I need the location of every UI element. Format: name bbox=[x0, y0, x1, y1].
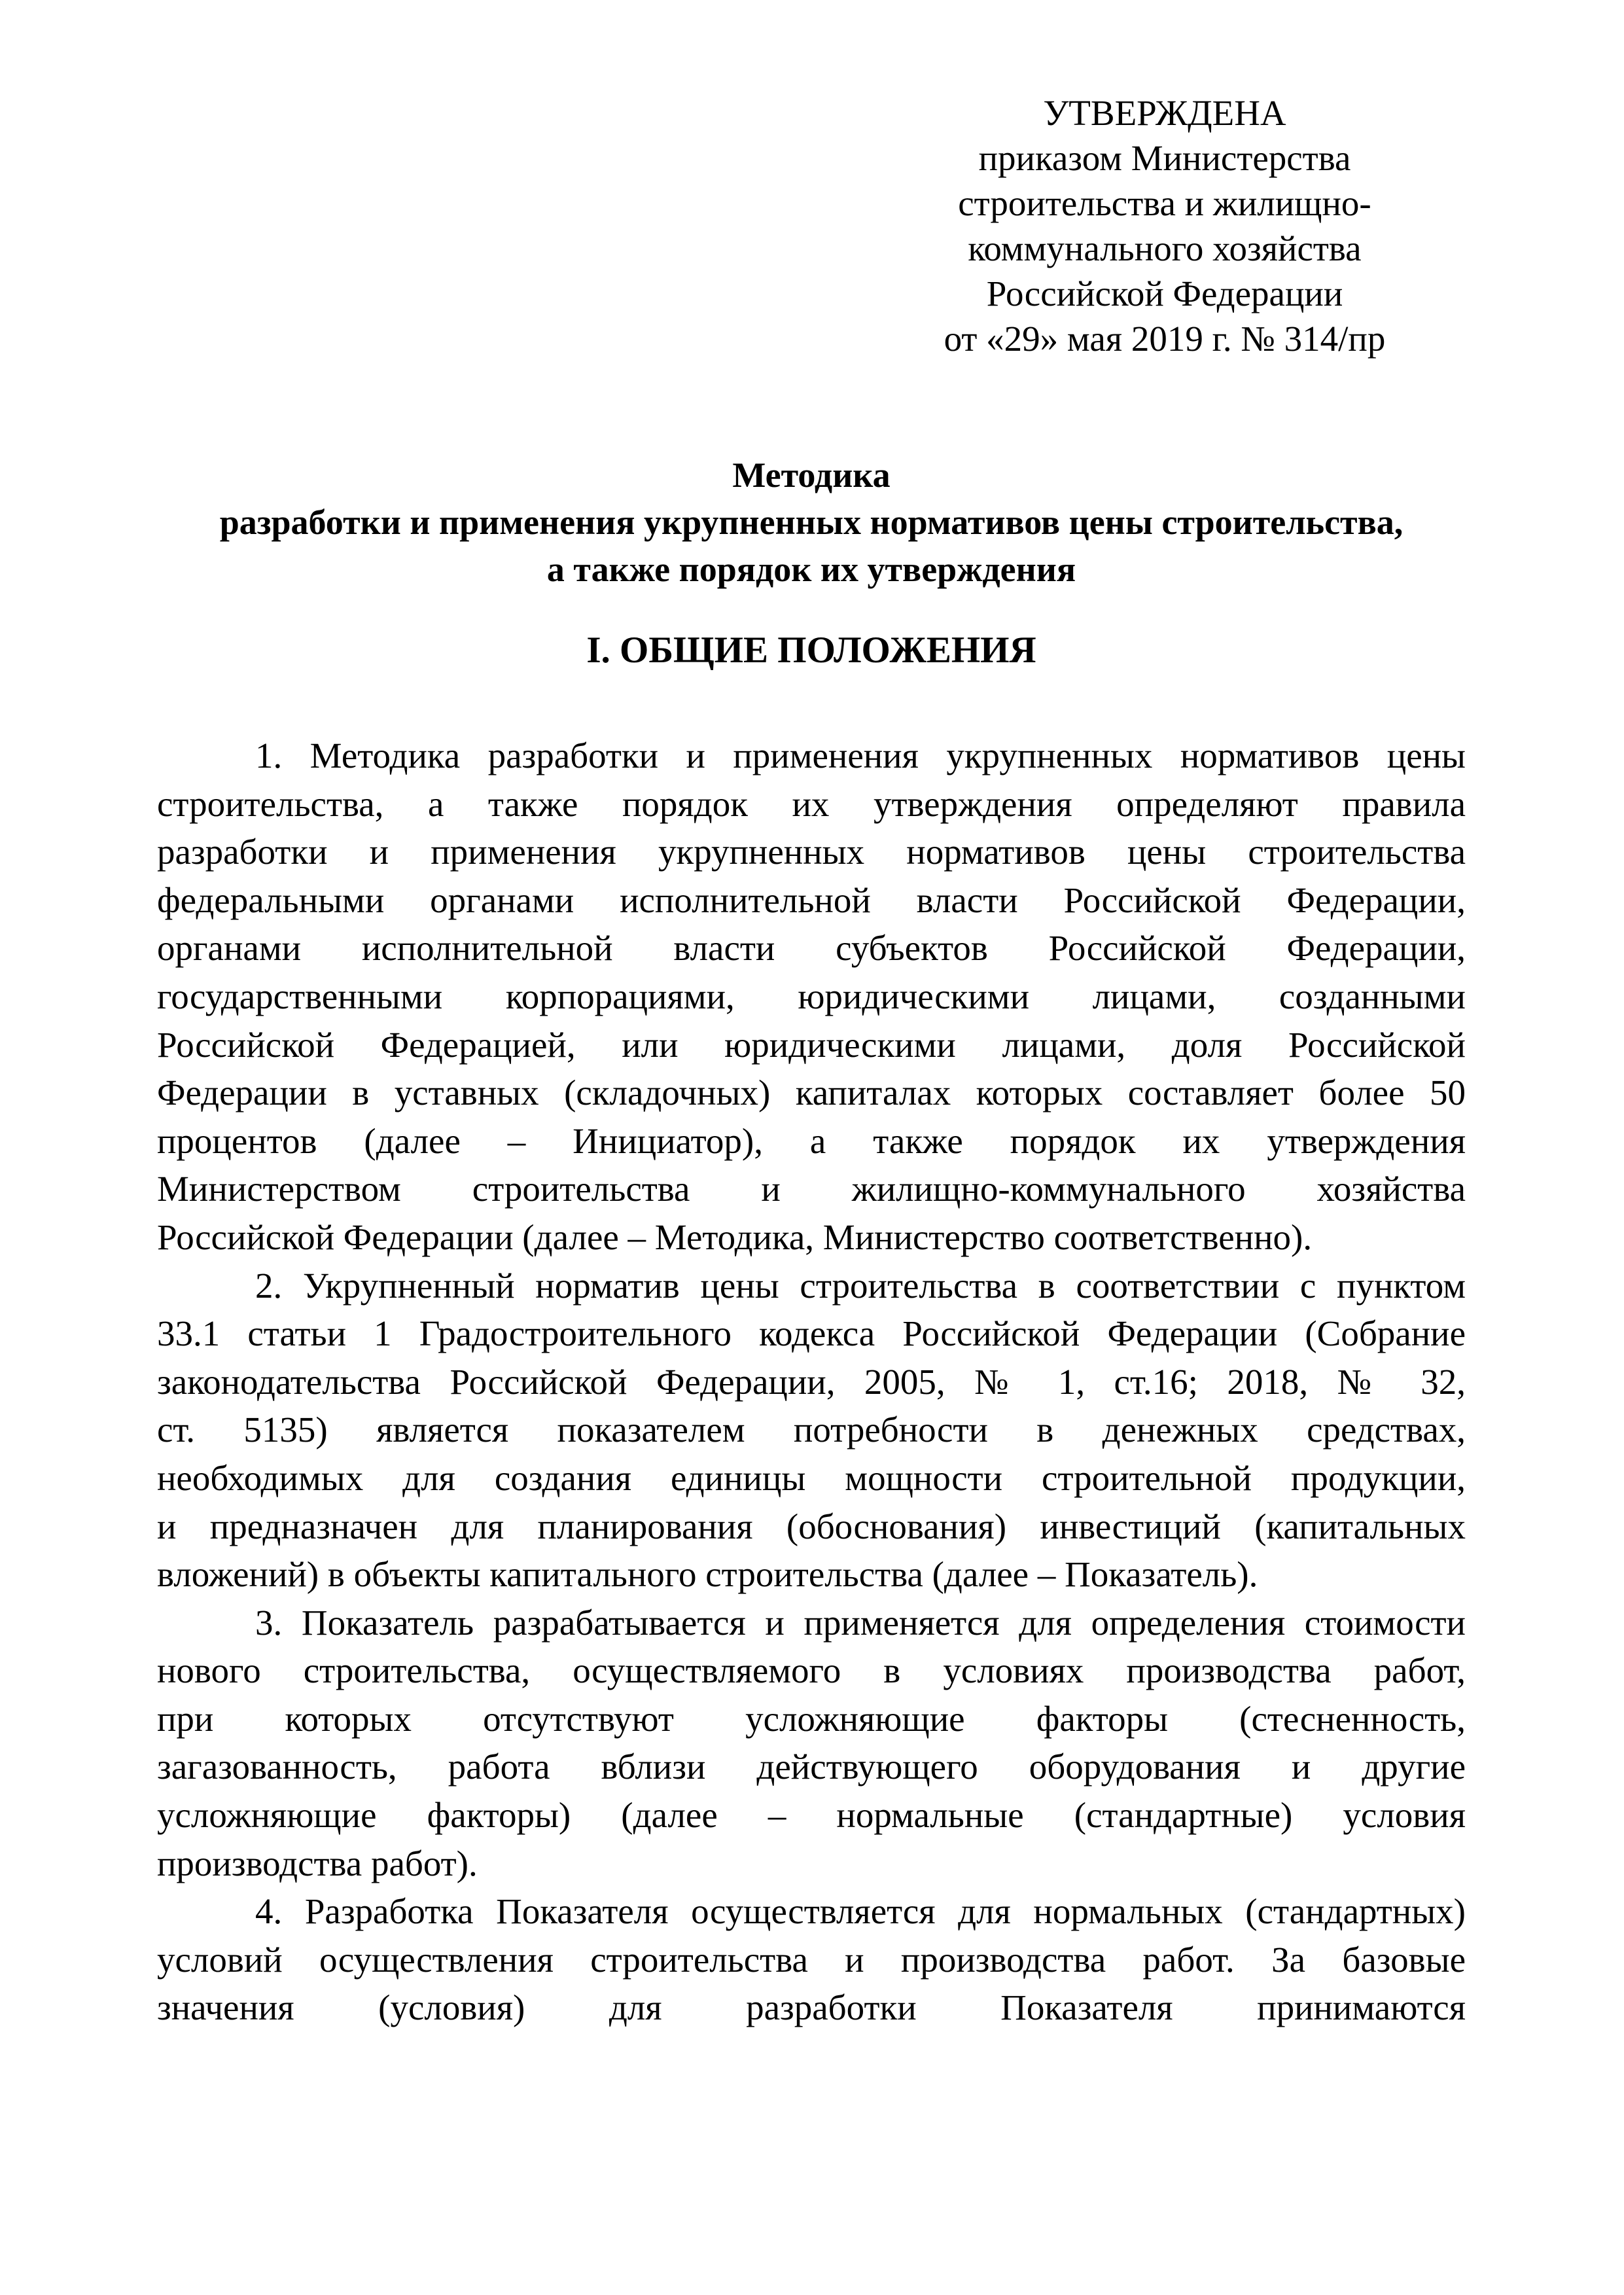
paragraph-1-line: органами исполнительной власти субъектов Российской Федерации, bbox=[157, 928, 1466, 969]
paragraph-1-line: федеральными органами исполнительной власти Российской Федерации, bbox=[157, 880, 1466, 920]
title-line: а также порядок их утверждения bbox=[546, 550, 1076, 589]
paragraph-1-line: Федерации в уставных (складочных) капиталах которых составляет более 50 bbox=[157, 1073, 1466, 1113]
approval-line: коммунального хозяйства bbox=[968, 228, 1362, 268]
document-title bbox=[157, 452, 1466, 593]
paragraph-2-line: законодательства Российской Федерации, 2005, № 1, ст.16; 2018, № 32, bbox=[157, 1361, 1466, 1402]
paragraph-1-line: разработки и применения укрупненных нормативов цены строительства bbox=[157, 832, 1466, 872]
paragraph-1-line: Российской Федерацией, или юридическими лицами, доля Российской bbox=[157, 1024, 1466, 1065]
paragraph-4-line: условий осуществления строительства и производства работ. За базовые bbox=[157, 1939, 1466, 1980]
paragraph-3-line: загазованность, работа вблизи действующего оборудования и другие bbox=[157, 1747, 1466, 1787]
paragraph-3-line: нового строительства, осуществляемого в условиях производства работ, bbox=[157, 1650, 1466, 1691]
approval-date-number: от «29» мая 2019 г. № 314/пр bbox=[944, 319, 1386, 359]
paragraph-2-line: необходимых для создания единицы мощности строительной продукции, bbox=[157, 1457, 1466, 1498]
body-text bbox=[157, 732, 1466, 2032]
paragraph-3-line: при которых отсутствуют усложняющие факторы (стесненность, bbox=[157, 1698, 1466, 1739]
paragraph-1-line: строительства, а также порядок их утверждения определяют правила bbox=[157, 783, 1466, 824]
paragraph-2-line: 2. Укрупненный норматив цены строительства в соответствии с пунктом bbox=[255, 1265, 1466, 1306]
approval-line: Российской Федерации bbox=[986, 274, 1343, 313]
title-line: разработки и применения укрупненных нормативов цены строительства, bbox=[219, 503, 1403, 542]
paragraph-3-line: усложняющие факторы) (далее – нормальные (стандартные) условия bbox=[157, 1795, 1466, 1836]
paragraph-1-line: государственными корпорациями, юридическими лицами, созданными bbox=[157, 976, 1466, 1016]
paragraph-3-line: 3. Показатель разрабатывается и применяется для определения стоимости bbox=[255, 1602, 1466, 1643]
paragraph-4-line: значения (условия) для разработки Показателя принимаются bbox=[157, 1987, 1466, 2028]
paragraph-4-line: 4. Разработка Показателя осуществляется для нормальных (стандартных) bbox=[255, 1891, 1466, 1932]
approval-line: приказом Министерства bbox=[978, 138, 1351, 178]
paragraph-1-line: Министерством строительства и жилищно-коммунального хозяйства bbox=[157, 1169, 1466, 1209]
paragraph-2-line: 33.1 статьи 1 Градостроительного кодекса Российской Федерации (Собрание bbox=[157, 1313, 1466, 1354]
title-line: Методика bbox=[732, 455, 891, 495]
approval-heading: УТВЕРЖДЕНА bbox=[1043, 93, 1286, 133]
paragraph-2-line: ст. 5135) является показателем потребности в денежных средствах, bbox=[157, 1410, 1466, 1450]
paragraph-1-line: Российской Федерации (далее – Методика, Министерство соответственно). bbox=[157, 1217, 1313, 1257]
paragraph-1-line: процентов (далее – Инициатор), а также порядок их утверждения bbox=[157, 1120, 1466, 1161]
approval-line: строительства и жилищно- bbox=[958, 183, 1371, 223]
approval-stamp bbox=[903, 90, 1426, 361]
paragraph-1-line: 1. Методика разработки и применения укрупненных нормативов цены bbox=[255, 736, 1466, 775]
paragraph-2-line: вложений) в объекты капитального строительства (далее – Показатель). bbox=[157, 1554, 1258, 1595]
paragraph-2-line: и предназначен для планирования (обоснования) инвестиций (капитальных bbox=[157, 1506, 1466, 1546]
paragraph-3-line: производства работ). bbox=[157, 1843, 478, 1883]
section-heading: I. ОБЩИЕ ПОЛОЖЕНИЯ bbox=[586, 630, 1036, 671]
